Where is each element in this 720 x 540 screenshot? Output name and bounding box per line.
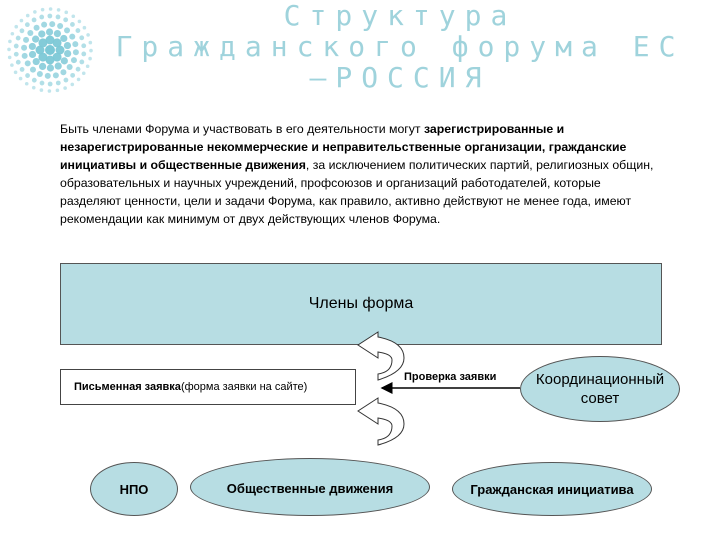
title-line-1: Структура (283, 0, 517, 32)
application-bold: Письменная заявка (74, 381, 181, 393)
description-text-1: Быть членами Форума и участвовать в его деятельности могут (60, 122, 424, 136)
civil-initiative-ellipse (452, 462, 652, 516)
npo-ellipse (90, 462, 178, 516)
social-movements-label: Общественные движения (226, 481, 394, 496)
title-line-3: –РОССИЯ (309, 61, 491, 94)
social-movements-ellipse (190, 458, 430, 516)
civil-initiative-label: Гражданская инициатива (470, 481, 634, 497)
members-label: Члены форма (308, 295, 414, 312)
council-ellipse (520, 356, 680, 422)
npo-label: НПО (119, 481, 149, 497)
curved-arrow-down (358, 398, 404, 445)
title-line-2: Гражданского форума ЕС (115, 30, 685, 63)
council-label: Координационный совет (535, 371, 665, 407)
application-box (60, 369, 356, 405)
application-rest: (форма заявки на сайте) (180, 381, 308, 393)
description-bold: зарегистрированные и незарегистрированные некоммерческие и неправительственные организации, гражданские инициативы и общественные движения (60, 122, 627, 172)
description-text-2: , за исключением политических партий, религиозных общин, образовательных и научных учреждений, профсоюзов и организаций работодателей, которые разделяют ценности, цели и задачи Форума, как правило, активно действуют не менее года, имеют рекомендации как минимум от двух действующих членов Форума. (60, 158, 654, 226)
curved-arrow-up (358, 332, 404, 380)
check-label: Проверка заявки (404, 371, 497, 383)
